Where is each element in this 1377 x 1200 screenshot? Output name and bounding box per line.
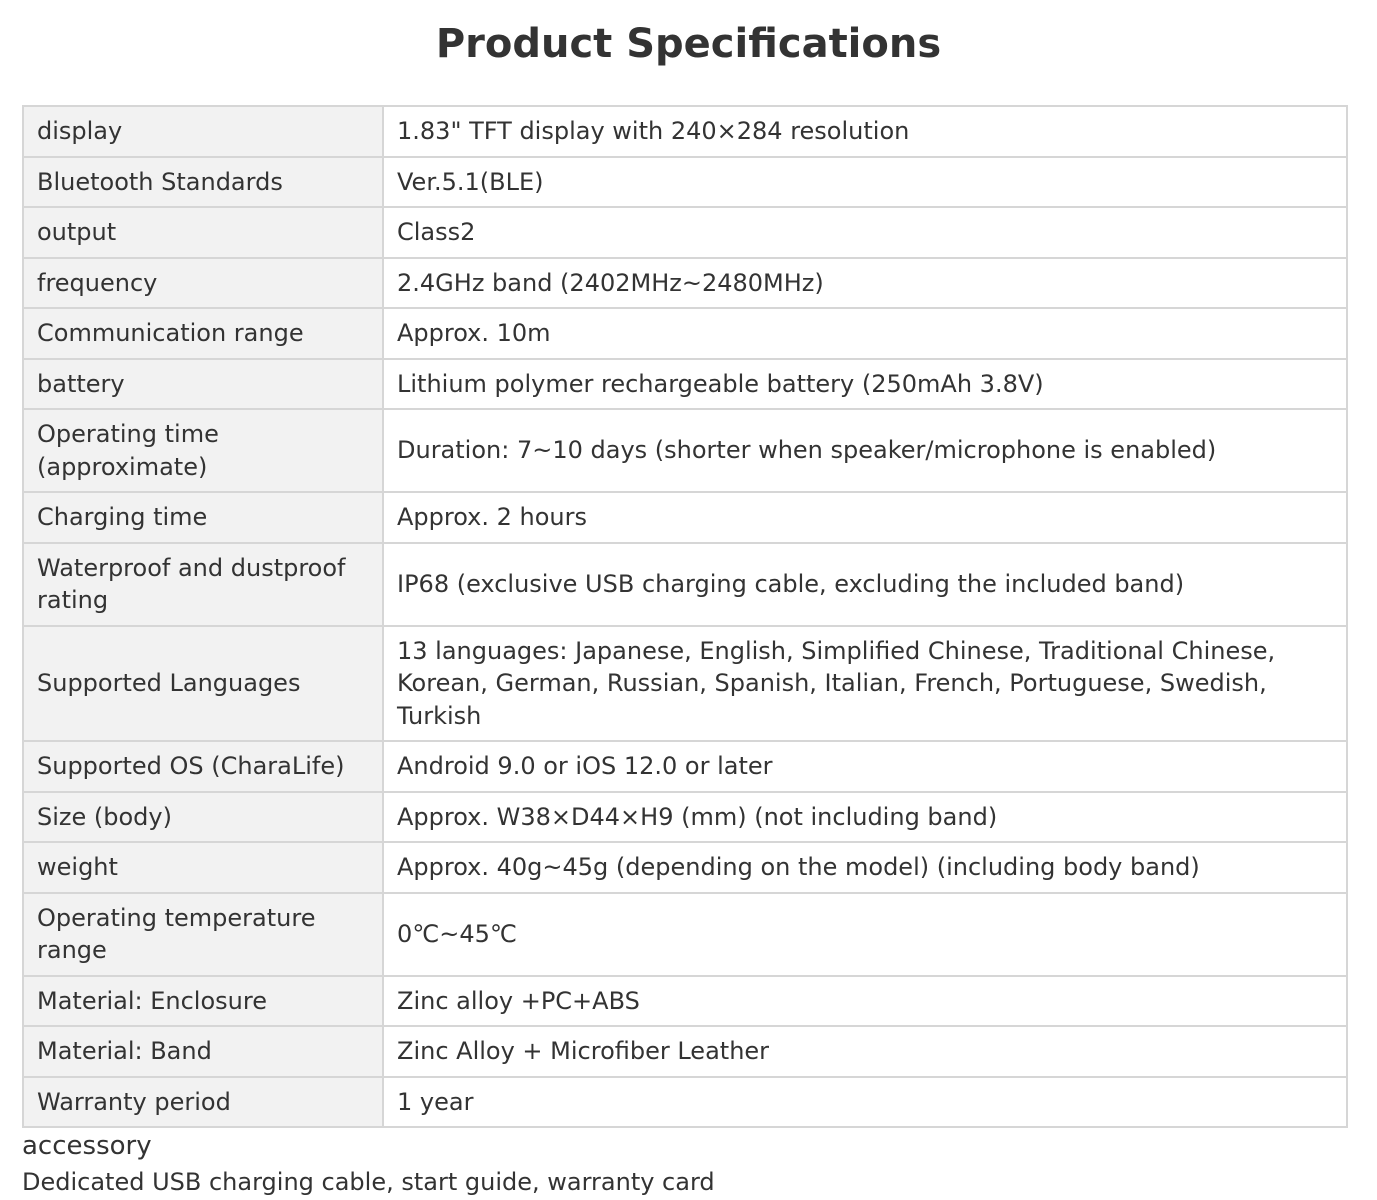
spec-label: Material: Band	[23, 1026, 383, 1077]
spec-value: Approx. 40g~45g (depending on the model) (including body band)	[383, 842, 1347, 893]
table-row	[23, 308, 1347, 359]
spec-table	[22, 105, 1348, 1128]
table-row	[23, 792, 1347, 843]
spec-value: Approx. 10m	[383, 308, 1347, 359]
spec-value: 13 languages: Japanese, English, Simplified Chinese, Traditional Chinese, Korean, German, Russian, Spanish, Italian, French, Portuguese, Swedish, Turkish	[383, 626, 1347, 742]
spec-value: Duration: 7~10 days (shorter when speaker/microphone is enabled)	[383, 409, 1347, 492]
spec-value: Lithium polymer rechargeable battery (250mAh 3.8V)	[383, 359, 1347, 410]
spec-value: Approx. W38×D44×H9 (mm) (not including band)	[383, 792, 1347, 843]
spec-value: IP68 (exclusive USB charging cable, excluding the included band)	[383, 543, 1347, 626]
spec-label: Operating time (approximate)	[23, 409, 383, 492]
table-row	[23, 976, 1347, 1027]
spec-value: 1.83" TFT display with 240×284 resolution	[383, 106, 1347, 157]
spec-value: 0℃~45℃	[383, 893, 1347, 976]
table-row	[23, 359, 1347, 410]
spec-label: weight	[23, 842, 383, 893]
table-row	[23, 106, 1347, 157]
table-row	[23, 543, 1347, 626]
accessory-heading: accessory	[22, 1131, 152, 1161]
spec-label: Communication range	[23, 308, 383, 359]
table-row	[23, 626, 1347, 742]
spec-value: Zinc Alloy + Microfiber Leather	[383, 1026, 1347, 1077]
spec-label: Charging time	[23, 492, 383, 543]
page-title: Product Specifications	[435, 21, 942, 67]
table-row	[23, 492, 1347, 543]
spec-label: Material: Enclosure	[23, 976, 383, 1027]
table-row	[23, 207, 1347, 258]
spec-value: Approx. 2 hours	[383, 492, 1347, 543]
table-row	[23, 409, 1347, 492]
spec-value: 1 year	[383, 1077, 1347, 1128]
spec-value: 2.4GHz band (2402MHz~2480MHz)	[383, 258, 1347, 309]
spec-value: Zinc alloy +PC+ABS	[383, 976, 1347, 1027]
spec-value: Ver.5.1(BLE)	[383, 157, 1347, 208]
table-row	[23, 893, 1347, 976]
spec-label: frequency	[23, 258, 383, 309]
spec-label: output	[23, 207, 383, 258]
spec-label: Supported Languages	[23, 626, 383, 742]
spec-label: Supported OS (CharaLife)	[23, 741, 383, 792]
spec-value: Class2	[383, 207, 1347, 258]
spec-label: Waterproof and dustproof rating	[23, 543, 383, 626]
table-row	[23, 1026, 1347, 1077]
spec-label: display	[23, 106, 383, 157]
spec-value: Android 9.0 or iOS 12.0 or later	[383, 741, 1347, 792]
spec-label: battery	[23, 359, 383, 410]
accessory-text: Dedicated USB charging cable, start guide, warranty card	[22, 1168, 715, 1196]
table-row	[23, 842, 1347, 893]
spec-label: Warranty period	[23, 1077, 383, 1128]
table-row	[23, 741, 1347, 792]
spec-label: Operating temperature range	[23, 893, 383, 976]
table-row	[23, 1077, 1347, 1128]
spec-label: Size (body)	[23, 792, 383, 843]
table-row	[23, 258, 1347, 309]
table-row	[23, 157, 1347, 208]
spec-label: Bluetooth Standards	[23, 157, 383, 208]
